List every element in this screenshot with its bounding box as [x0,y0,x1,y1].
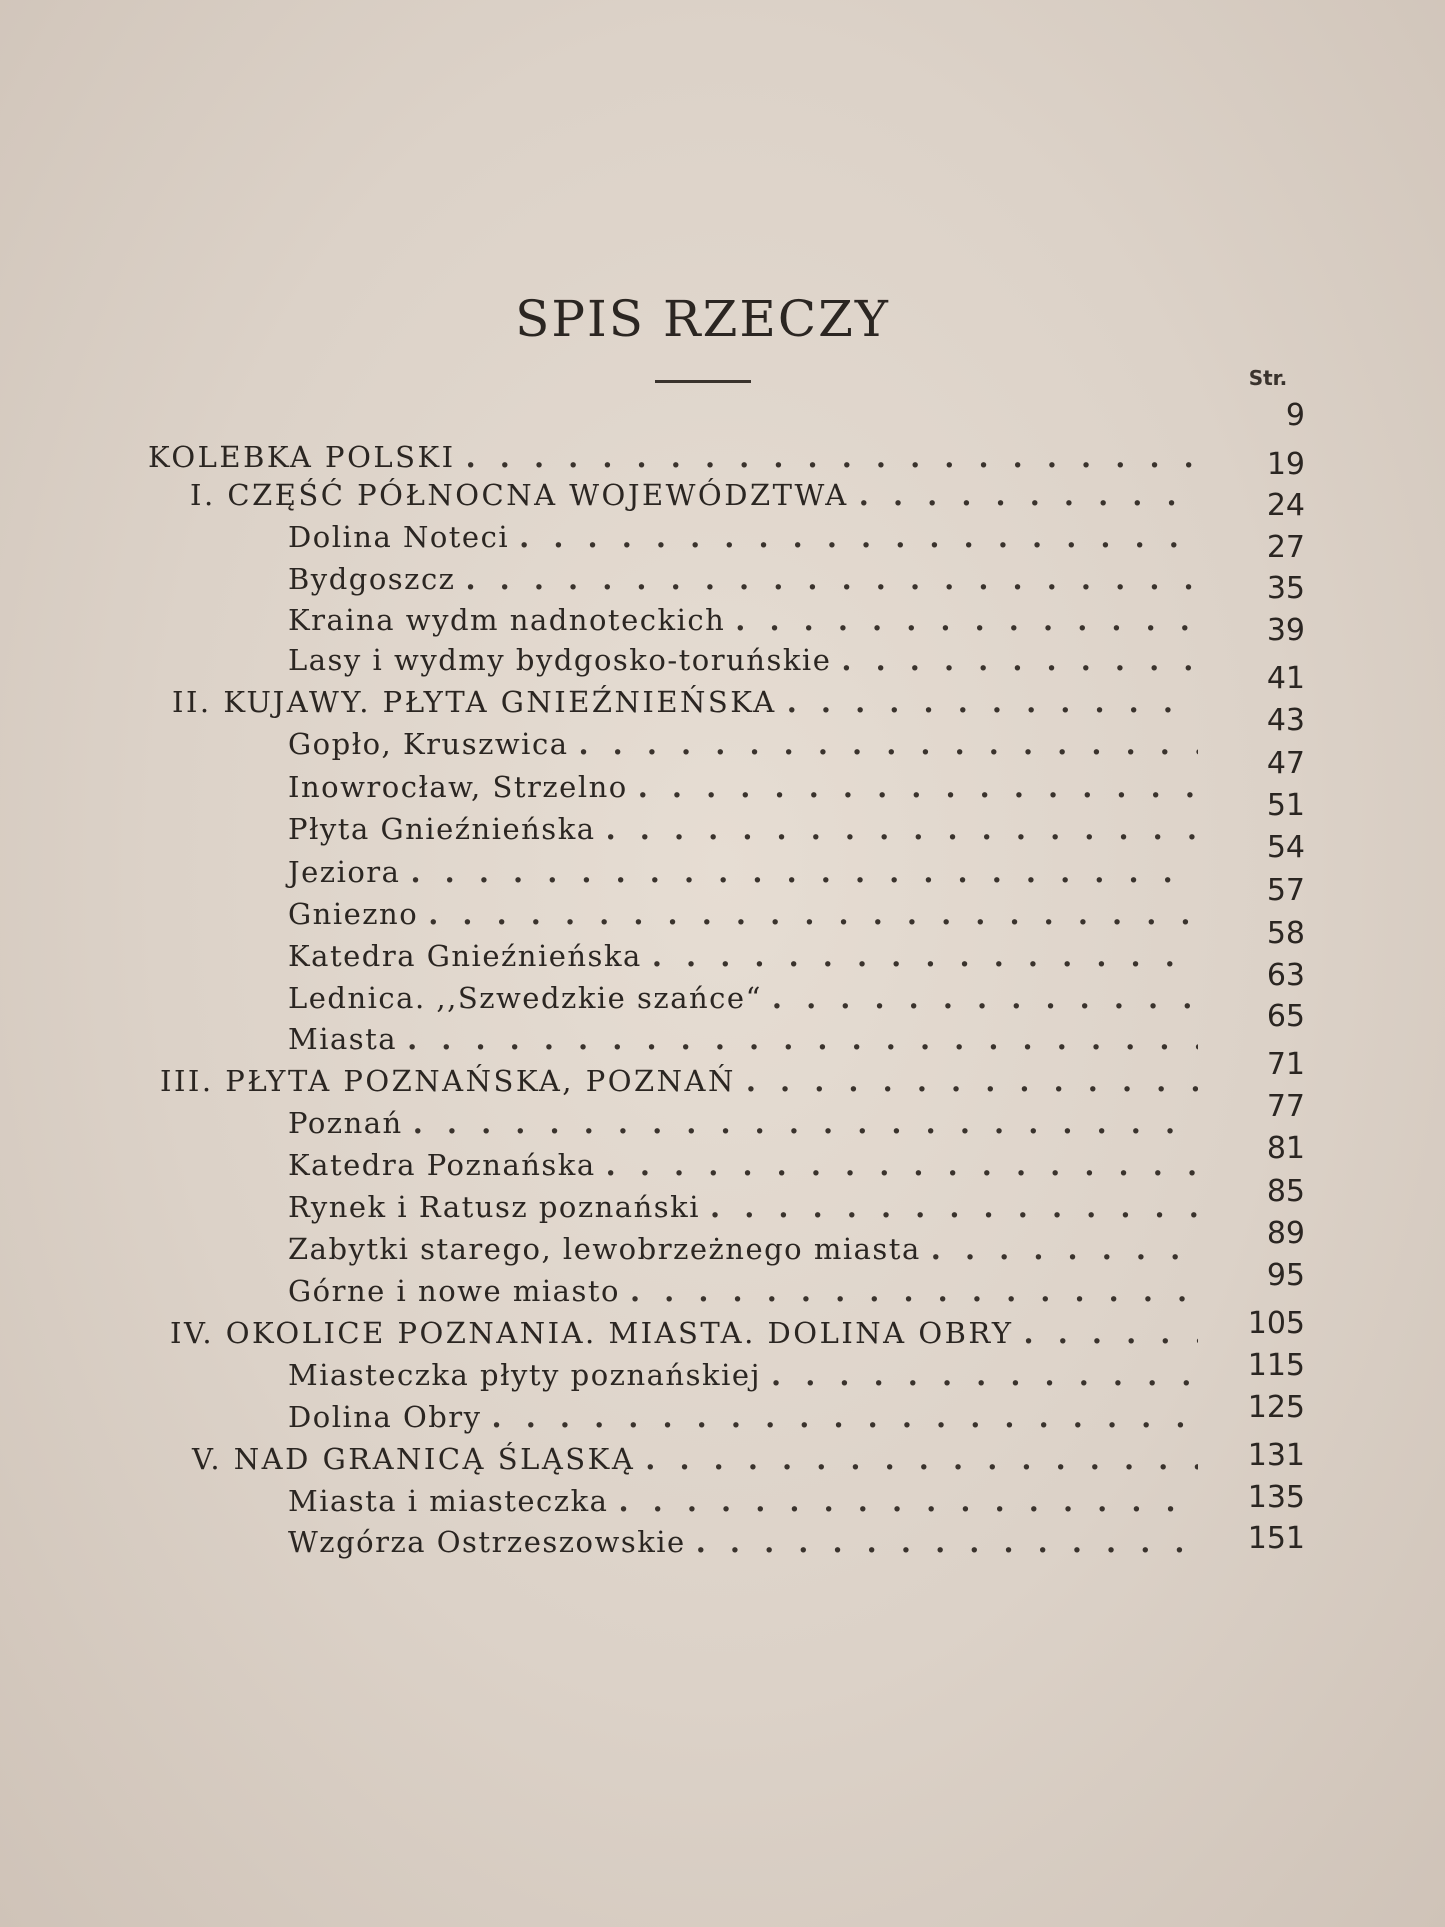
dot-leader [618,1484,1198,1518]
page-number: 105 [1247,1306,1305,1341]
dot-leader [465,562,1198,596]
toc-section-row [288,1106,1210,1146]
page-number: 43 [1266,703,1305,738]
page-number: 57 [1266,873,1305,908]
toc-entry-label: Jeziora [288,855,401,889]
toc-entry-label: Dolina Noteci [288,520,510,554]
dot-leader [1024,1316,1198,1350]
toc-section-row [288,1190,1210,1230]
toc-entry-label: Zabytki starego, lewobrzeżnego miasta [288,1232,921,1266]
dot-leader [746,1064,1198,1098]
dot-leader [652,939,1198,973]
toc-chapter-row [190,478,1210,518]
dot-leader [771,1358,1198,1392]
page-number: 19 [1266,447,1305,482]
page-number: 54 [1266,830,1305,865]
dot-leader [428,897,1198,931]
dot-leader [859,478,1198,512]
toc-section-row [288,1525,1210,1565]
page-number: 77 [1266,1089,1305,1124]
toc-entry-label: III. PŁYTA POZNAŃSKA, POZNAŃ [160,1064,736,1098]
toc-section-row [288,812,1210,852]
toc-entry-label: Poznań [288,1106,403,1140]
page-number: 63 [1266,958,1305,993]
dot-leader [410,855,1198,889]
toc-entry-label: Miasteczka płyty poznańskiej [288,1358,761,1392]
dot-leader [931,1232,1198,1266]
page-number: 131 [1247,1438,1305,1473]
toc-entry-label: II. KUJAWY. PŁYTA GNIEŹNIEŃSKA [172,685,777,719]
toc-entry-label: Górne i nowe miasto [288,1274,620,1308]
toc-section-row [288,1358,1210,1398]
page-number: 65 [1266,999,1305,1034]
page-number: 89 [1266,1216,1305,1251]
toc-chapter-row [148,440,1210,480]
dot-leader [606,812,1198,846]
page-title: SPIS RZECZY [515,290,890,348]
page-number: 125 [1247,1390,1305,1425]
toc-chapter-row [170,1316,1210,1356]
page-number: 51 [1266,788,1305,823]
toc-entry-label: Katedra Poznańska [288,1148,596,1182]
toc-entry-label: Lednica. ,,Szwedzkie szańce“ [288,981,762,1015]
toc-section-row [288,1400,1210,1440]
page-number: 58 [1266,916,1305,951]
page-number: 24 [1266,488,1305,523]
page-number: 151 [1247,1521,1305,1556]
toc-section-row [288,855,1210,895]
dot-leader [735,603,1198,637]
page-number: 71 [1266,1047,1305,1082]
dot-leader [578,727,1198,761]
toc-chapter-row [172,685,1210,725]
dot-leader [841,643,1198,677]
toc-entry-label: Wzgórza Ostrzeszowskie [288,1525,686,1559]
toc-section-row [288,603,1210,643]
dot-leader [407,1022,1198,1056]
toc-entry-label: Rynek i Ratusz poznański [288,1190,701,1224]
toc-entry-label: Miasta [288,1022,398,1056]
toc-entry-label: Katedra Gnieźnieńska [288,939,642,973]
toc-section-row [288,1232,1210,1272]
page-number: 9 [1285,398,1305,433]
toc-entry-label: Lasy i wydmy bydgosko-toruńskie [288,643,832,677]
toc-section-row [288,1484,1210,1524]
page-number: 47 [1266,746,1305,781]
toc-section-row [288,981,1210,1021]
toc-section-row [288,520,1210,560]
dot-leader [630,1274,1198,1308]
page-number: 135 [1247,1480,1305,1515]
toc-section-row [288,643,1210,683]
dot-leader [638,770,1198,804]
page-number: 35 [1266,571,1305,606]
toc-chapter-row [192,1442,1210,1482]
page-number: 39 [1266,613,1305,648]
page-number: 81 [1266,1131,1305,1166]
toc-chapter-row [160,1064,1210,1104]
dot-leader [519,520,1198,554]
dot-leader [772,981,1198,1015]
dot-leader [696,1525,1198,1559]
toc-entry-label: Miasta i miasteczka [288,1484,609,1518]
toc-entry-label: IV. OKOLICE POZNANIA. MIASTA. DOLINA OBRY [170,1316,1014,1350]
page-number: 27 [1266,530,1305,565]
toc-section-row [288,897,1210,937]
page-column-label: Str. [1248,366,1288,390]
page-number: 41 [1266,661,1305,696]
toc-entry-label: Gopło, Kruszwica [288,727,569,761]
toc-entry-label: Inowrocław, Strzelno [288,770,628,804]
toc-entry-label: Gniezno [288,897,419,931]
page-number: 85 [1266,1174,1305,1209]
title-divider [655,380,751,383]
toc-entry-label: Płyta Gnieźnieńska [288,812,596,846]
toc-section-row [288,1022,1210,1062]
toc-section-row [288,1148,1210,1188]
toc-section-row [288,562,1210,602]
dot-leader [645,1442,1198,1476]
toc-entry-label: KOLEBKA POLSKI [148,440,456,474]
dot-leader [787,685,1198,719]
toc-section-row [288,1274,1210,1314]
dot-leader [466,440,1198,474]
page-number: 115 [1247,1348,1305,1383]
toc-section-row [288,727,1210,767]
toc-entry-label: Dolina Obry [288,1400,482,1434]
toc-entry-label: Bydgoszcz [288,562,456,596]
toc-section-row [288,770,1210,810]
dot-leader [710,1190,1198,1224]
dot-leader [492,1400,1198,1434]
toc-entry-label: Kraina wydm nadnoteckich [288,603,726,637]
dot-leader [413,1106,1198,1140]
toc-entry-label: V. NAD GRANICĄ ŚLĄSKĄ [192,1442,636,1476]
toc-section-row [288,939,1210,979]
page-number: 95 [1266,1258,1305,1293]
dot-leader [606,1148,1198,1182]
toc-entry-label: I. CZĘŚĆ PÓŁNOCNA WOJEWÓDZTWA [190,478,849,512]
